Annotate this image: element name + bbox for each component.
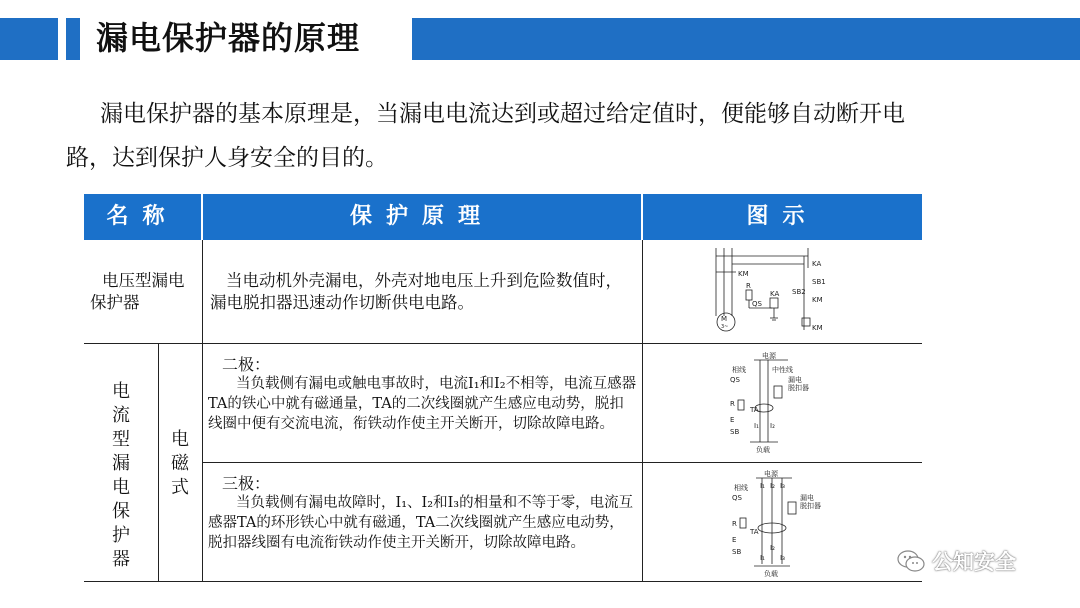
svg-text:相线: 相线 <box>734 484 748 492</box>
svg-text:R: R <box>746 282 751 290</box>
svg-text:SB: SB <box>732 548 742 556</box>
two-pole-diagram <box>728 350 828 456</box>
grid-line <box>84 581 922 582</box>
three-pole-principle: 当负载侧有漏电故障时，I₁、I₂和I₃的相量和不等于零，电流互感器TA的环形铁心中就有磁通，TA二次线圈就产生感应电动势，脱扣器线圈有电流衔铁动作使主开关断开，切除故障电路。 <box>208 495 634 551</box>
row-voltage-principle: 当电动机外壳漏电，外壳对地电压上升到危险数值时，漏电脱扣器迅速动作切断供电电路。 <box>210 271 622 312</box>
svg-text:3~: 3~ <box>721 324 729 330</box>
page-title: 漏电保护器的原理 <box>96 19 361 57</box>
grid-line <box>158 344 159 582</box>
watermark <box>896 546 1016 576</box>
svg-text:I₂: I₂ <box>770 422 775 430</box>
voltage-type-diagram <box>712 246 852 336</box>
svg-text:KA: KA <box>770 290 780 298</box>
intro-line-1: 漏电保护器的基本原理是，当漏电电流达到或超过给定值时，便能够自动断开电 <box>100 101 905 127</box>
svg-text:I₂: I₂ <box>770 482 775 490</box>
svg-text:I₃: I₃ <box>780 482 785 490</box>
svg-text:相线: 相线 <box>732 366 746 374</box>
svg-text:TA: TA <box>750 528 759 536</box>
svg-text:电源: 电源 <box>762 352 776 360</box>
watermark-text: 公知安全 <box>932 550 1016 574</box>
row-current-group: 电 流 型 漏 电 保 护 器 <box>112 381 130 570</box>
two-pole-label: 二极： <box>222 355 271 374</box>
header-diagram: 图示 <box>643 194 922 240</box>
header-name: 名称 <box>84 194 201 240</box>
svg-text:E: E <box>732 536 737 544</box>
svg-text:QS: QS <box>732 494 742 502</box>
svg-text:I₂: I₂ <box>770 544 775 552</box>
svg-text:脱扣器: 脱扣器 <box>788 384 809 392</box>
intro-paragraph <box>66 92 996 180</box>
svg-text:SB: SB <box>730 428 740 436</box>
svg-text:E: E <box>730 416 735 424</box>
svg-text:I₁: I₁ <box>754 422 759 430</box>
header-accent-bar <box>66 18 80 60</box>
grid-line <box>202 462 922 463</box>
wechat-icon <box>896 548 926 574</box>
svg-text:QS: QS <box>752 300 762 308</box>
svg-text:R: R <box>732 520 737 528</box>
motor-label: M <box>721 315 728 323</box>
svg-text:KA: KA <box>812 260 822 268</box>
svg-text:负载: 负载 <box>756 446 770 454</box>
svg-text:I₁: I₁ <box>760 554 765 562</box>
svg-text:R: R <box>730 400 735 408</box>
svg-text:电源: 电源 <box>764 470 778 478</box>
svg-text:SB1: SB1 <box>812 278 826 286</box>
svg-text:KM: KM <box>812 296 823 304</box>
three-pole-diagram <box>730 468 840 580</box>
svg-text:KM: KM <box>812 324 823 332</box>
svg-text:SB2: SB2 <box>792 288 806 296</box>
svg-text:TA: TA <box>750 406 759 414</box>
row-voltage-name: 电压型漏电保护器 <box>90 271 185 312</box>
intro-line-2: 路，达到保护人身安全的目的。 <box>66 145 388 171</box>
svg-text:I₃: I₃ <box>780 554 785 562</box>
grid-line <box>642 240 643 582</box>
svg-text:漏电: 漏电 <box>800 494 814 502</box>
svg-text:漏电: 漏电 <box>788 376 802 384</box>
svg-text:负载: 负载 <box>764 570 778 578</box>
row-current-subtype: 电 磁 式 <box>171 429 189 498</box>
svg-text:KM: KM <box>738 270 749 278</box>
header-right-bar <box>412 18 1080 60</box>
three-pole-label: 三极： <box>222 474 271 493</box>
svg-text:I₁: I₁ <box>760 482 765 490</box>
grid-line <box>84 343 922 344</box>
svg-text:脱扣器: 脱扣器 <box>800 502 821 510</box>
two-pole-principle: 当负载侧有漏电或触电事故时，电流I₁和I₂不相等，电流互感器TA的铁心中就有磁通量，TA的二次线圈就产生感应电动势，脱扣线圈中便有交流电流，衔铁动作使主开关断开，切除故障电路。 <box>208 376 637 432</box>
grid-line <box>202 240 203 582</box>
svg-text:中性线: 中性线 <box>772 366 793 374</box>
header-principle: 保护原理 <box>203 194 641 240</box>
svg-text:QS: QS <box>730 376 740 384</box>
header-accent-block <box>0 18 58 60</box>
